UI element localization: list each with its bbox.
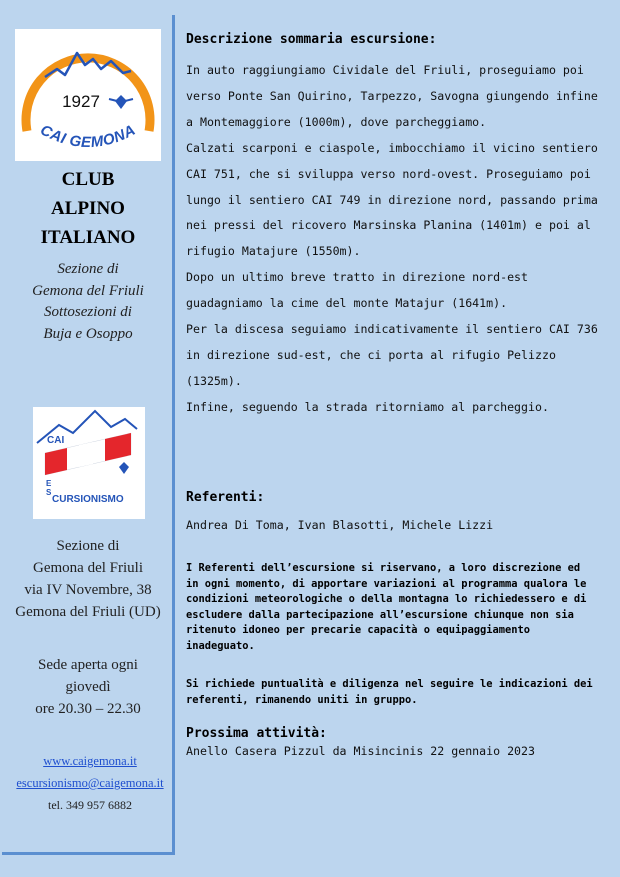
address-line: via IV Novembre, 38	[24, 582, 152, 598]
address	[2, 535, 174, 623]
cai-escursionismo-logo	[33, 407, 145, 519]
description-line: verso Ponte San Quirino, Tarpezzo, Savogna giungendo infine	[186, 88, 598, 103]
address-line: Gemona del Friuli	[33, 560, 143, 576]
hours-line: giovedì	[65, 679, 111, 695]
hours-line: Sede aperta ogni	[38, 657, 138, 673]
hours-line: ore 20.30 – 22.30	[35, 701, 141, 717]
referents-heading: Referenti:	[186, 490, 265, 505]
section-line: Sottosezioni di	[44, 304, 132, 320]
phone-number: tel. 349 957 6882	[48, 798, 132, 812]
description-heading: Descrizione sommaria escursione:	[186, 32, 437, 47]
section-line: Buja e Osoppo	[43, 325, 133, 342]
description-line: in direzione sud-est, che ci porta al rifugio Pelizzo	[186, 347, 556, 362]
esc-logo-rest: CURSIONISMO	[52, 494, 124, 505]
disclaimer-line: in ogni momento, di apportare variazioni al programma qualora le	[186, 577, 587, 590]
address-line: Gemona del Friuli (UD)	[15, 604, 161, 620]
contacts	[2, 750, 178, 816]
disclaimer	[186, 561, 598, 654]
description-line: a Montemaggiore (1000m), dove parcheggiamo.	[186, 114, 487, 129]
cai-emblem-icon	[119, 462, 129, 474]
next-activity-heading: Prossima attività:	[186, 726, 327, 741]
logo-name: CAI GEMONA	[37, 121, 139, 152]
disclaimer-line: condizioni meteorologiche o della montagna lo richiedessero e di	[186, 593, 587, 605]
disclaimer-line: inadeguato.	[186, 639, 255, 652]
disclaimer-line: escludere dalla partecipazione all’escursione chiunque non sia	[186, 608, 574, 621]
logo-year: 1927	[62, 92, 100, 111]
cai-emblem-icon	[109, 95, 133, 109]
punctuality-line: referenti, rimanendo uniti in gruppo.	[186, 693, 418, 706]
description-line: (1325m).	[186, 373, 242, 388]
punctuality-line: Si richiede puntualità e diligenza nel seguire le indicazioni dei	[186, 678, 593, 690]
esc-logo-s: S	[46, 488, 52, 497]
org-title	[2, 165, 174, 252]
address-line: Sezione di	[56, 538, 120, 554]
cai-gemona-logo-graphic	[15, 29, 161, 161]
description-line: CAI 751, che si sviluppa verso nord-ovest. Proseguiamo poi	[186, 166, 591, 181]
disclaimer-line: ritenuto idoneo per precarie capacità o equipaggiamento	[186, 624, 531, 636]
section-line: Sezione di	[57, 261, 119, 277]
esc-logo-cai: CAI	[47, 435, 65, 446]
sidebar	[2, 15, 175, 855]
email-link[interactable]: escursionismo@caigemona.it	[16, 776, 164, 790]
org-title-line: CLUB	[61, 169, 115, 190]
description-line: Infine, seguendo la strada ritorniamo al parcheggio.	[186, 399, 549, 414]
description-line: Dopo un ultimo breve tratto in direzione nord-est	[186, 270, 529, 285]
opening-hours	[2, 654, 174, 720]
disclaimer-line: I Referenti dell’escursione si riservano, a loro discrezione ed	[186, 562, 581, 574]
org-title-line: ITALIANO	[40, 227, 136, 248]
description-line: rifugio Matajure (1550m).	[186, 244, 361, 259]
referents-names: Andrea Di Toma, Ivan Blasotti, Michele Lizzi	[186, 518, 494, 532]
description-line: Calzati scarponi e ciaspole, imbocchiamo il vicino sentiero	[186, 140, 598, 155]
description-line: nei pressi del ricovero Marsinska Planina (1401m) e poi al	[186, 218, 591, 233]
description-line: guadagniamo la cime del monte Matajur (1641m).	[186, 296, 508, 311]
website-link[interactable]: www.caigemona.it	[43, 754, 137, 768]
description-line: In auto raggiungiamo Cividale del Friuli, proseguiamo poi	[186, 63, 584, 77]
next-activity: Anello Casera Pizzul da Misincinis 22 gennaio 2023	[186, 744, 536, 758]
section-line: Gemona del Friuli	[32, 282, 144, 299]
section-info	[2, 259, 174, 345]
escursionismo-logo-graphic	[33, 407, 145, 519]
description-line: lungo il sentiero CAI 749 in direzione nord, passando prima	[186, 192, 598, 207]
description-line: Per la discesa seguiamo indicativamente il sentiero CAI 736	[186, 322, 598, 337]
esc-logo-e: E	[46, 479, 52, 488]
org-title-line: ALPINO	[51, 198, 125, 219]
punctuality-note	[186, 677, 598, 708]
cai-gemona-logo	[15, 29, 161, 161]
description-text	[186, 58, 606, 421]
